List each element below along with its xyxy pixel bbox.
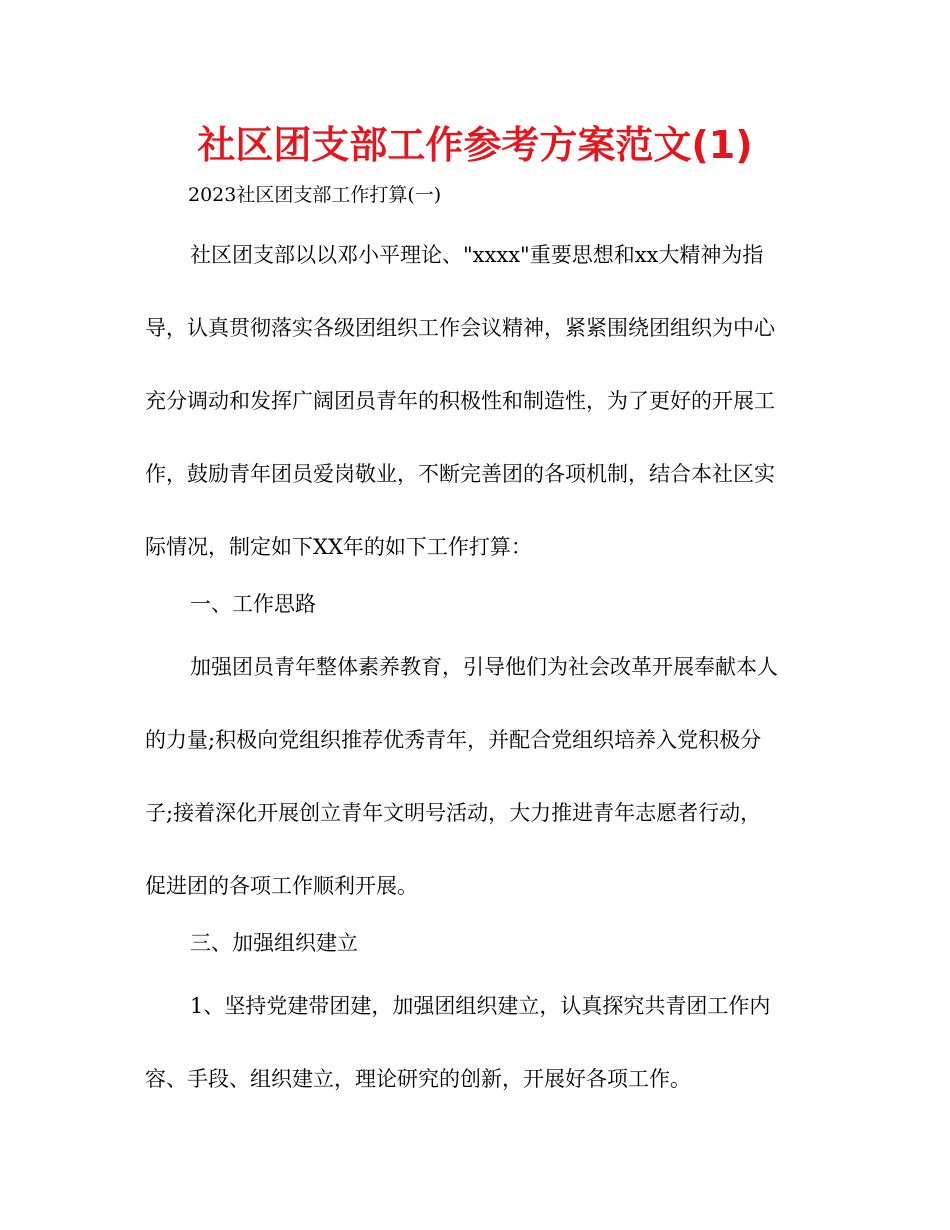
paragraph-line: 加强团员青年整体素养教育，引导他们为社会改革开展奉献本人 <box>190 655 778 679</box>
paragraph-line: 导，认真贯彻落实各级团组织工作会议精神，紧紧围绕团组织为中心 <box>145 316 775 340</box>
paragraph-line: 促进团的各项工作顺利开展。 <box>145 874 418 898</box>
paragraph-line: 社区团支部以以邓小平理论、"xxxx"重要思想和xx大精神为指 <box>190 243 764 267</box>
section-heading: 一、工作思路 <box>190 592 316 616</box>
document-title: 社区团支部工作参考方案范文(1) <box>197 123 753 167</box>
document-subtitle: 2023社区团支部工作打算(一) <box>188 184 442 206</box>
paragraph-line: 1、坚持党建带团建，加强团组织建立，认真探究共青团工作内 <box>190 994 771 1018</box>
paragraph-line: 际情况，制定如下XX年的如下工作打算： <box>145 535 532 559</box>
section-heading: 三、加强组织建立 <box>190 931 358 955</box>
paragraph-line: 子;接着深化开展创立青年文明号活动，大力推进青年志愿者行动， <box>145 801 762 825</box>
paragraph-line: 容、手段、组织建立，理论研究的创新，开展好各项工作。 <box>145 1067 691 1091</box>
paragraph-line: 作，鼓励青年团员爱岗敬业，不断完善团的各项机制，结合本社区实 <box>145 462 775 486</box>
paragraph-line: 充分调动和发挥广阔团员青年的积极性和制造性，为了更好的开展工 <box>145 389 775 413</box>
paragraph-line: 的力量;积极向党组织推荐优秀青年，并配合党组织培养入党积极分 <box>145 728 762 752</box>
